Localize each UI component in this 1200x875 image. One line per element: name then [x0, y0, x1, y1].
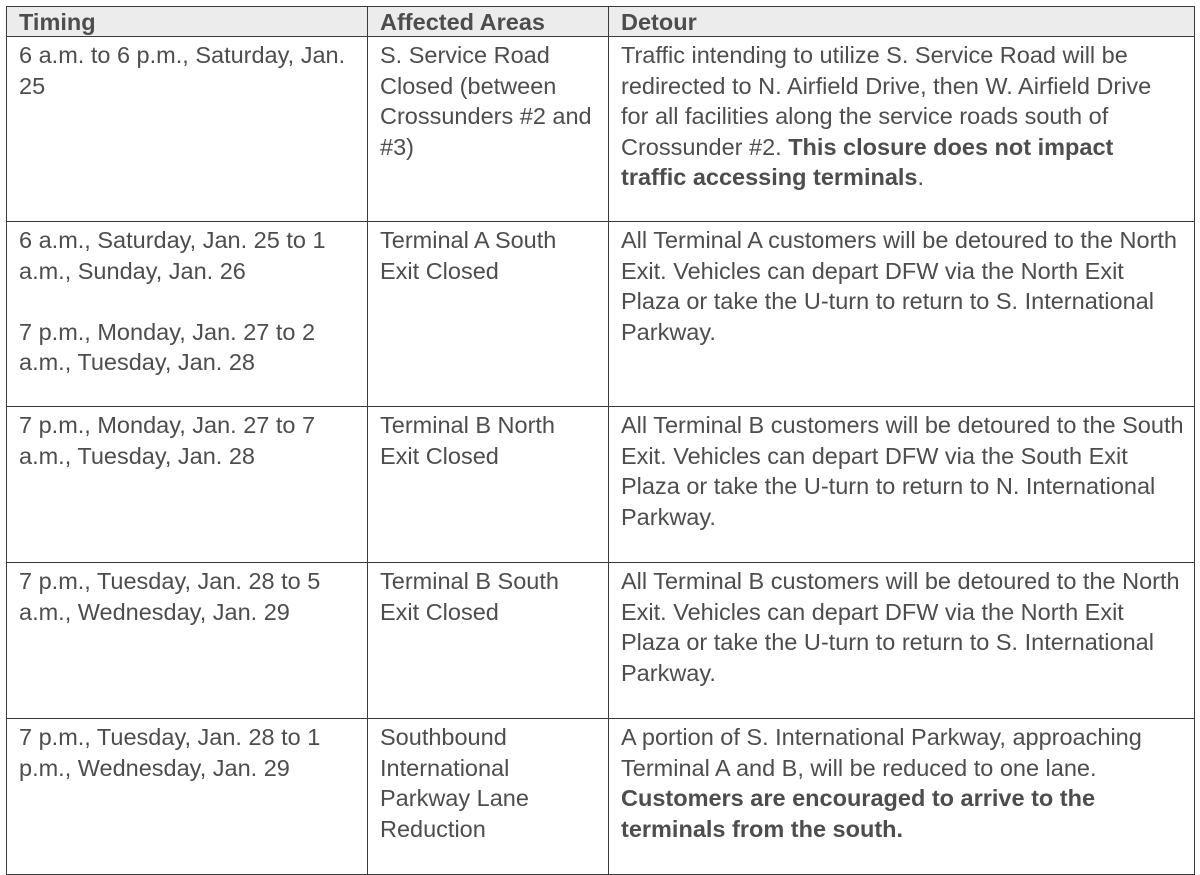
area-cell: Terminal A South Exit Closed	[368, 222, 609, 407]
detour-text: All Terminal B customers will be detoured to the South Exit. Vehicles can depart DFW via the South Exit Plaza or take the U-turn to return to N. International Parkway.	[621, 412, 1184, 530]
detour-emphasis: Customers are encouraged to arrive to the terminals from the south.	[621, 785, 1096, 842]
timing-text: 7 p.m., Tuesday, Jan. 28 to 5 a.m., Wednesday, Jan. 29	[19, 568, 321, 625]
detour-emphasis: This closure does not impact traffic accessing terminals	[621, 133, 1114, 190]
timing-cell	[7, 719, 368, 875]
header-timing: Timing	[7, 7, 368, 37]
detour-cell	[609, 407, 1195, 563]
header-detour: Detour	[609, 7, 1195, 37]
timing-text: 7 p.m., Monday, Jan. 27 to 7 a.m., Tuesday, Jan. 28	[19, 412, 316, 469]
detour-cell	[609, 719, 1195, 875]
table-row	[7, 719, 1195, 875]
timing-text: 7 p.m., Monday, Jan. 27 to 2 a.m., Tuesday, Jan. 28	[19, 318, 316, 375]
detour-text: All Terminal A customers will be detoured to the North Exit. Vehicles can depart DFW via the North Exit Plaza or take the U-turn to return to S. International Parkway.	[621, 227, 1178, 345]
table-row	[7, 37, 1195, 222]
timing-cell	[7, 563, 368, 719]
table-row	[7, 222, 1195, 407]
detour-cell	[609, 222, 1195, 407]
detour-cell	[609, 37, 1195, 222]
detour-table	[6, 6, 1195, 875]
header-row	[7, 7, 1195, 37]
detour-tail: .	[917, 164, 925, 190]
timing-cell	[7, 37, 368, 222]
detour-text: A portion of S. International Parkway, approaching Terminal A and B, will be reduced to one lane.	[621, 724, 1142, 781]
area-cell: Southbound International Parkway Lane Reduction	[368, 719, 609, 875]
timing-text: 6 a.m., Saturday, Jan. 25 to 1 a.m., Sunday, Jan. 26	[19, 227, 326, 284]
table-row	[7, 407, 1195, 563]
timing-text: 7 p.m., Tuesday, Jan. 28 to 1 p.m., Wednesday, Jan. 29	[19, 724, 321, 781]
header-affected-areas: Affected Areas	[368, 7, 609, 37]
timing-cell	[7, 407, 368, 563]
area-cell: Terminal B South Exit Closed	[368, 563, 609, 719]
detour-text: All Terminal B customers will be detoured to the North Exit. Vehicles can depart DFW via the North Exit Plaza or take the U-turn to return to S. International Parkway.	[621, 568, 1180, 686]
table-row	[7, 563, 1195, 719]
timing-cell	[7, 222, 368, 407]
detour-cell	[609, 563, 1195, 719]
detour-text: Traffic intending to utilize S. Service Road will be redirected to N. Airfield Drive, then W. Airfield Drive for all facilities along the service roads south of Crossunder #2.	[621, 42, 1152, 160]
area-cell: Terminal B North Exit Closed	[368, 407, 609, 563]
area-cell: S. Service Road Closed (between Crossunders #2 and #3)	[368, 37, 609, 222]
timing-text: 6 a.m. to 6 p.m., Saturday, Jan. 25	[19, 42, 346, 99]
